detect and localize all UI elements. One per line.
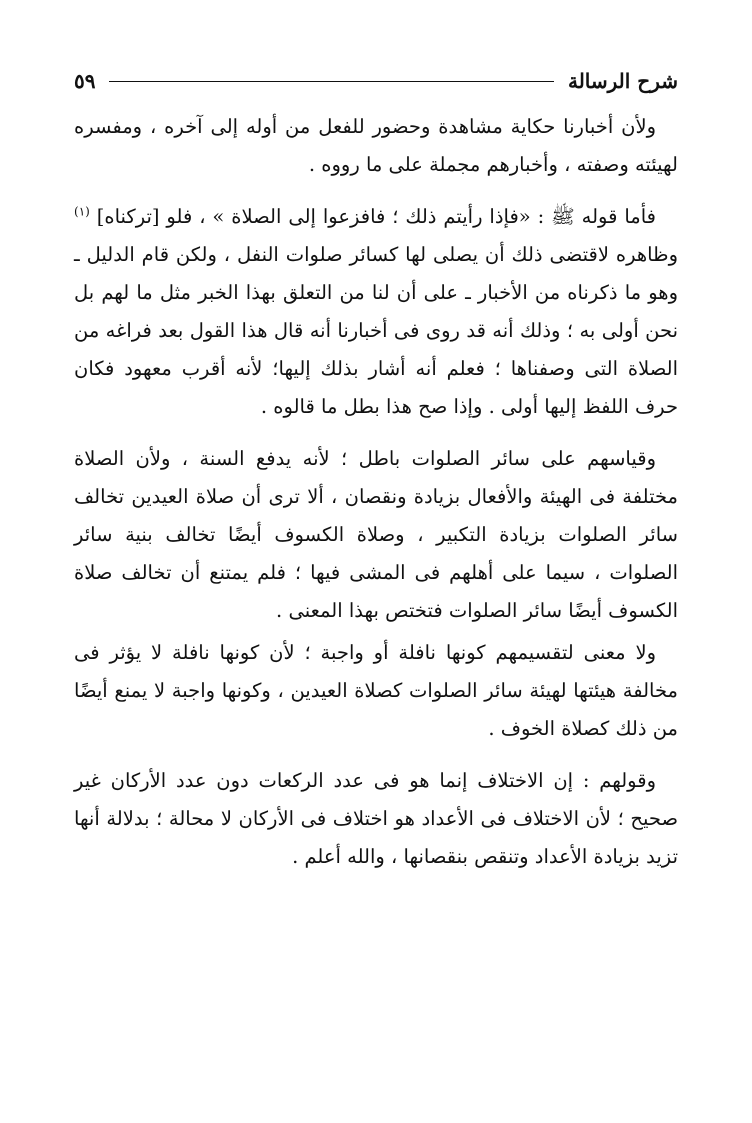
running-title: شرح الرسالة: [567, 69, 678, 93]
body-text: [74, 108, 678, 876]
footnote-mark: (١): [74, 204, 90, 219]
header-rule: [109, 81, 553, 82]
running-header: [74, 64, 678, 98]
paragraph-3: وقياسهم على سائر الصلوات باطل ؛ لأنه يدفع السنة ، ولأن الصلاة مختلفة فى الهيئة والأفعال بزيادة ونقصان ، ألا ترى أن صلاة العيدين تخالف سائر الصلوات بزيادة التكبير ، وصلاة الكسوف أيضًا تخالف بنية سائر الصلوات ، سيما على أهلهم فى المشى فيها ؛ فلم يمتنع أن تخالف صلاة الكسوف أيضًا سائر الصلوات فتختص بهذا المعنى .: [74, 447, 678, 622]
paragraph-2-after: وظاهره لاقتضى ذلك أن يصلى لها كسائر صلوات النفل ، ولكن قام الدليل ـ وهو ما ذكرناه من الأخبار ـ على أن لنا من التعلق بهذا الخبر مثل ما لهم بل نحن أولى به ؛ وذلك أنه قد روى فى أخبارنا أنه قال هذا القول بعد فراغه من الصلاة التى وصفناها ؛ فعلم أنه أشار بذلك إليها؛ لأنه أقرب معهود فكان حرف اللفظ إليها أولى . وإذا صح هذا بطل ما قالوه .: [74, 243, 678, 418]
paragraph-1: ولأن أخبارنا حكاية مشاهدة وحضور للفعل من أوله إلى آخره ، ومفسره لهيئته وصفته ، وأخبارهم مجملة على ما رووه .: [74, 115, 678, 176]
page-number: ٥٩: [74, 69, 96, 93]
paragraph-2-before: فأما قوله ﷺ : «فإذا رأيتم ذلك ؛ فافزعوا إلى الصلاة » ، فلو [تركناه]: [96, 205, 657, 228]
paragraph-4: ولا معنى لتقسيمهم كونها نافلة أو واجبة ؛ لأن كونها نافلة لا يؤثر فى مخالفة هيئتها لهيئة سائر الصلوات كصلاة العيدين ، وكونها واجبة لا يمنع أيضًا من ذلك كصلاة الخوف .: [74, 641, 678, 740]
paragraph-2: [74, 198, 678, 426]
paragraph-5: وقولهم : إن الاختلاف إنما هو فى عدد الركعات دون عدد الأركان غير صحيح ؛ لأن الاختلاف فى الأعداد هو اختلاف فى الأركان لا محالة ؛ بدلالة أنها تزيد بزيادة الأعداد وتنقص بنقصانها ، والله أعلم .: [74, 769, 678, 868]
